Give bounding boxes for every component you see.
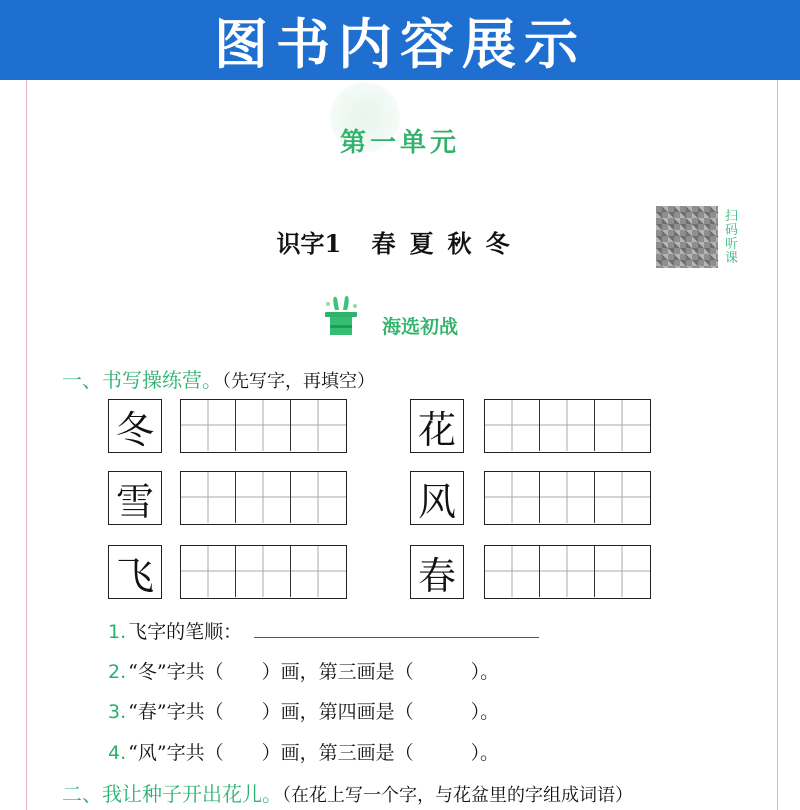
lesson-title: 春夏秋冬 xyxy=(371,229,524,258)
grid-cell[interactable] xyxy=(291,472,346,523)
grid-cell[interactable] xyxy=(540,546,595,597)
question-item xyxy=(108,617,539,644)
grid-cell[interactable] xyxy=(236,472,291,523)
model-char-box: 飞 xyxy=(108,545,162,599)
question-number: 3. xyxy=(108,701,127,723)
question-item xyxy=(108,657,499,684)
grid-cell[interactable] xyxy=(595,546,650,597)
writing-grid[interactable] xyxy=(180,399,347,453)
banner-title: 图书内容展示 xyxy=(214,12,586,76)
grid-cell[interactable] xyxy=(485,472,540,523)
qr-code[interactable] xyxy=(656,206,718,268)
question-number: 4. xyxy=(108,742,127,764)
grid-cell[interactable] xyxy=(485,400,540,451)
magic-hat-icon xyxy=(322,292,360,340)
model-char-box: 冬 xyxy=(108,399,162,453)
writing-grid[interactable] xyxy=(484,545,651,599)
grid-cell[interactable] xyxy=(291,546,346,597)
question-number: 1. xyxy=(108,621,127,643)
question-item xyxy=(108,697,499,724)
section-1-lead: 一、书写操练营。 xyxy=(62,368,222,392)
writing-grid[interactable] xyxy=(484,471,651,525)
unit-title: 第一单元 xyxy=(339,128,460,158)
section-2-heading xyxy=(62,778,633,807)
grid-cell[interactable] xyxy=(236,400,291,451)
practice-row xyxy=(410,471,651,525)
grid-cell[interactable] xyxy=(181,400,236,451)
writing-grid[interactable] xyxy=(484,399,651,453)
grid-cell[interactable] xyxy=(595,472,650,523)
grid-cell[interactable] xyxy=(485,546,540,597)
model-char-box: 雪 xyxy=(108,471,162,525)
writing-grid[interactable] xyxy=(180,545,347,599)
lesson-label: 识字1 xyxy=(276,229,342,258)
grid-cell[interactable] xyxy=(595,400,650,451)
section-1-note: （先写字，再填空） xyxy=(222,371,375,392)
practice-row xyxy=(108,471,347,525)
model-char-box: 花 xyxy=(410,399,464,453)
practice-row xyxy=(108,399,347,453)
section-2-note: （在花上写一个字，与花盆里的字组成词语） xyxy=(282,785,633,806)
header-banner xyxy=(0,0,800,80)
practice-row xyxy=(108,545,347,599)
question-text: “冬”字共（ ）画，第三画是（ ）。 xyxy=(128,661,500,683)
question-text: 飞字的笔顺： xyxy=(128,621,243,643)
model-char-box: 风 xyxy=(410,471,464,525)
grid-cell[interactable] xyxy=(181,472,236,523)
grid-cell[interactable] xyxy=(540,400,595,451)
section-2-lead: 二、我让种子开出花儿。 xyxy=(62,782,282,806)
section-1-heading xyxy=(62,364,375,393)
badge-label: 海选初战 xyxy=(382,316,459,338)
question-text: “风”字共（ ）画，第三画是（ ）。 xyxy=(128,742,500,764)
grid-cell[interactable] xyxy=(291,400,346,451)
answer-line[interactable] xyxy=(254,619,539,638)
grid-cell[interactable] xyxy=(181,546,236,597)
practice-row xyxy=(410,399,651,453)
model-char-box: 春 xyxy=(410,545,464,599)
writing-grid[interactable] xyxy=(180,471,347,525)
grid-cell[interactable] xyxy=(236,546,291,597)
question-text: “春”字共（ ）画，第四画是（ ）。 xyxy=(128,701,500,723)
grid-cell[interactable] xyxy=(540,472,595,523)
question-number: 2. xyxy=(108,661,127,683)
qr-caption: 扫码听课 xyxy=(725,209,739,266)
practice-row xyxy=(410,545,651,599)
question-item xyxy=(108,738,499,765)
